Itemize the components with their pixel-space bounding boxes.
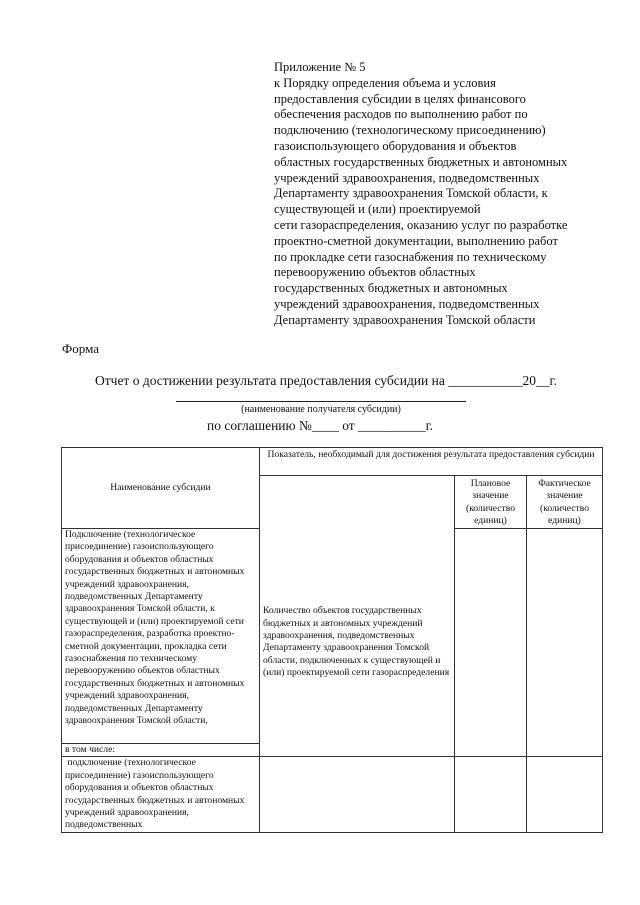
recipient-caption: (наименование получателя субсидии) <box>241 404 401 415</box>
agreement-line: по соглашению №____ от __________г. <box>207 418 433 433</box>
annex-line: предоставления субсидии в целях финансового <box>274 91 526 106</box>
subsidy-subitem-cell: подключение (технологическое присоединение) газоиспользующего оборудования и объектов областных государственных бюджетных и автономных учреждений здравоохранения, подведомственных <box>62 757 260 832</box>
annex-line: учреждений здравоохранения, подведомственных <box>274 296 540 311</box>
annex-line: обеспечения расходов по выполнению работ по <box>274 107 528 122</box>
planned-value-header: Плановое значение (количество единиц) <box>455 476 527 529</box>
annex-line: государственных бюджетных и автономных <box>274 281 508 296</box>
annex-line: учреждений здравоохранения, подведомственных <box>274 170 540 185</box>
annex-line: Департаменту здравоохранения Томской области <box>274 312 536 327</box>
annex-line: по прокладке сети газоснабжения по техническому <box>274 249 547 264</box>
planned-value-cell[interactable] <box>455 529 527 757</box>
annex-line: подключению (технологическому присоединению) <box>274 123 546 138</box>
annex-line: областных государственных бюджетных и автономных <box>274 154 568 169</box>
annex-line: проектно-сметной документации, выполнению работ <box>274 233 558 248</box>
including-label-cell: в том числе: <box>62 744 260 757</box>
annex-line: сети газораспределения, оказанию услуг по разработке <box>274 217 568 232</box>
indicator-cell: Количество объектов государственных бюджетных и автономных учреждений здравоохранения, подведомственных Департаменту здравоохранения Томской области, подключенных к существующей и (или) проектируемой сети газораспределения <box>260 529 455 757</box>
annex-line: существующей и (или) проектируемой <box>274 202 481 217</box>
table-row <box>62 757 603 832</box>
report-title: Отчет о достижении результата предоставления субсидии на ___________20__г. <box>95 373 557 388</box>
planned-value-cell[interactable] <box>455 757 527 832</box>
subsidy-name-cell: Подключение (технологическое присоединение) газоиспользующего оборудования и объектов областных государственных бюджетных и автономных учреждений здравоохранения, подведомственных Департаменту здравоохранения Томской области, к существующей и (или) проектируемой сети газораспределения, разработка проектно-сметной документации, прокладка сети газоснабжения по техническому перевооружению объектов областных государственных бюджетных и автономных учреждений здравоохранения, подведомственных Департаменту здравоохранения Томской области, <box>62 529 260 744</box>
subsidy-name-header: Наименование субсидии <box>62 448 260 529</box>
table-row <box>62 529 603 744</box>
annex-line: Департаменту здравоохранения Томской области, к <box>274 186 548 201</box>
actual-value-header: Фактическое значение (количество единиц) <box>527 476 603 529</box>
annex-line: Приложение № 5 <box>274 60 366 74</box>
annex-line: перевооружению объектов областных <box>274 265 476 280</box>
table-header-row <box>62 448 603 476</box>
annex-line: к Порядку определения объема и условия <box>274 75 496 90</box>
actual-value-cell[interactable] <box>527 757 603 832</box>
indicator-header-cell <box>260 476 455 529</box>
annex-heading <box>274 60 604 329</box>
report-table <box>61 447 603 833</box>
actual-value-cell[interactable] <box>527 529 603 757</box>
annex-line: газоиспользующего оборудования и объектов <box>274 138 517 153</box>
indicator-cell[interactable] <box>260 757 455 832</box>
recipient-name-line <box>176 401 466 402</box>
indicator-group-header: Показатель, необходимый для достижения результата предоставления субсидии <box>260 448 603 476</box>
form-label: Форма <box>62 341 99 356</box>
